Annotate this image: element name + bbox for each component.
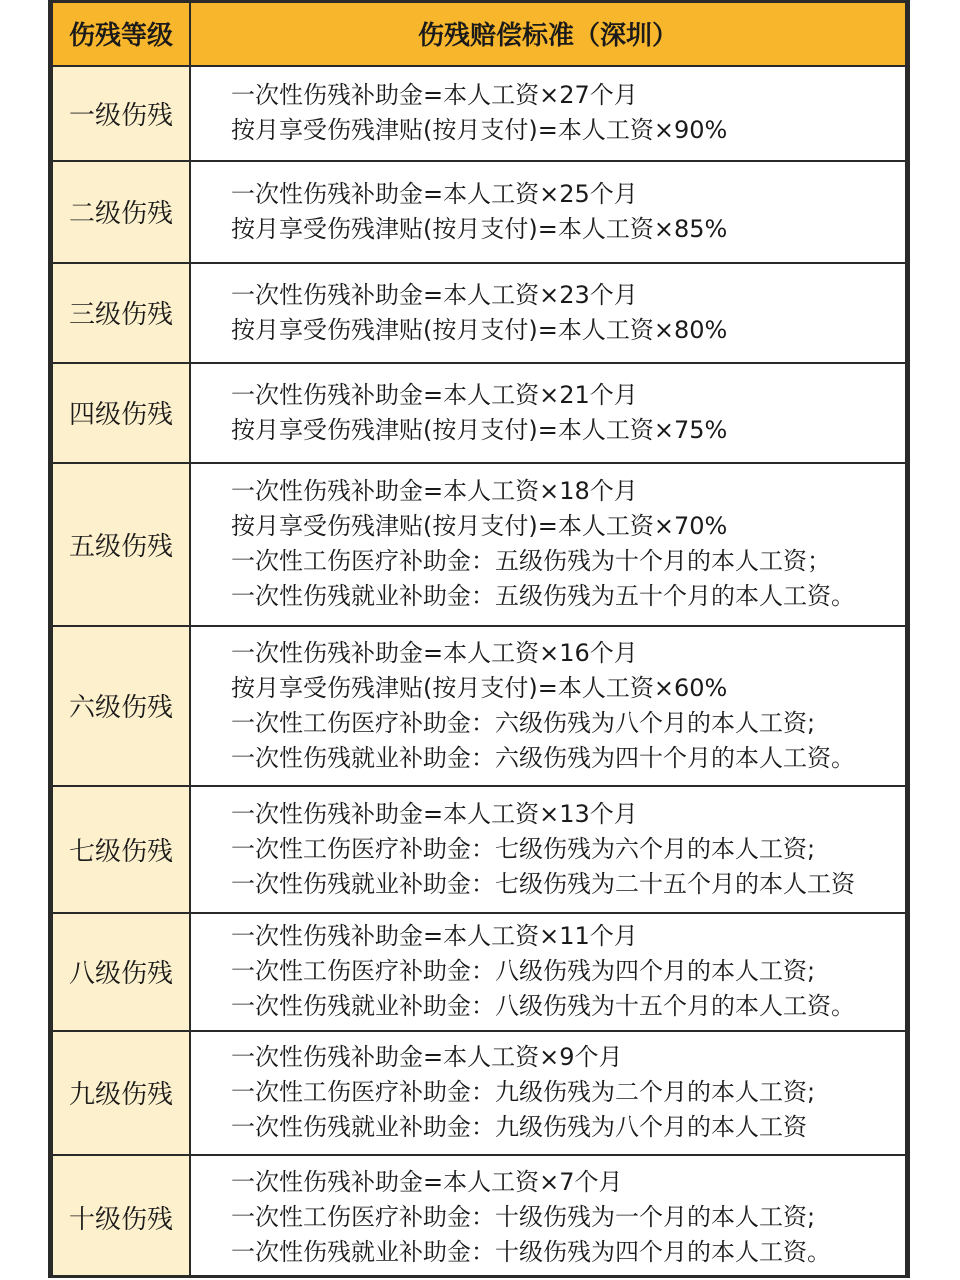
detail-line: 按月享受伤残津贴(按月支付)=本人工资×85% (231, 214, 728, 243)
table-row (52, 263, 906, 363)
table-row (52, 913, 906, 1031)
grade-cell: 二级伤残 (52, 161, 190, 263)
detail-line: 一次性工伤医疗补助金：六级伤残为八个月的本人工资; (231, 708, 816, 737)
table-row (52, 161, 906, 263)
table-row (52, 786, 906, 913)
header-grade: 伤残等级 (52, 2, 190, 66)
detail-cell (190, 263, 906, 363)
table-row (52, 363, 906, 463)
table-header-row (52, 2, 906, 66)
detail-cell (190, 1031, 906, 1155)
detail-line: 一次性伤残补助金=本人工资×11个月 (231, 922, 638, 950)
detail-line: 一次性伤残补助金=本人工资×9个月 (231, 1043, 623, 1071)
compensation-table-grid (51, 0, 907, 1278)
table-row (52, 1031, 906, 1155)
detail-line: 按月享受伤残津贴(按月支付)=本人工资×90% (231, 116, 728, 144)
grade-cell: 五级伤残 (52, 463, 190, 626)
grade-cell: 一级伤残 (52, 66, 190, 161)
table-row (52, 66, 906, 161)
detail-line: 按月享受伤残津贴(按月支付)=本人工资×70% (231, 512, 728, 540)
detail-line: 一次性伤残就业补助金：八级伤残为十五个月的本人工资。 (231, 992, 855, 1020)
detail-cell (190, 913, 906, 1031)
detail-line: 一次性伤残就业补助金：十级伤残为四个月的本人工资。 (231, 1237, 831, 1266)
detail-line: 按月享受伤残津贴(按月支付)=本人工资×60% (231, 673, 728, 702)
table-row (52, 626, 906, 786)
grade-cell: 九级伤残 (52, 1031, 190, 1155)
detail-cell (190, 161, 906, 263)
detail-cell (190, 66, 906, 161)
detail-line: 一次性伤残补助金=本人工资×23个月 (231, 280, 638, 309)
detail-cell (190, 363, 906, 463)
grade-cell: 六级伤残 (52, 626, 190, 786)
detail-line: 一次性伤残补助金=本人工资×25个月 (231, 179, 638, 208)
grade-cell: 三级伤残 (52, 263, 190, 363)
detail-line: 一次性工伤医疗补助金：八级伤残为四个月的本人工资; (231, 957, 816, 985)
header-standard: 伤残赔偿标准（深圳） (190, 2, 906, 66)
detail-cell (190, 786, 906, 913)
detail-line: 一次性工伤医疗补助金：九级伤残为二个月的本人工资; (231, 1078, 816, 1106)
detail-line: 一次性伤残就业补助金：七级伤残为二十五个月的本人工资 (231, 869, 855, 898)
detail-cell (190, 463, 906, 626)
table-row (52, 463, 906, 626)
detail-line: 一次性伤残补助金=本人工资×27个月 (231, 81, 638, 109)
detail-cell (190, 626, 906, 786)
table-row (52, 1155, 906, 1279)
detail-line: 一次性工伤医疗补助金：十级伤残为一个月的本人工资; (231, 1202, 816, 1231)
grade-cell: 七级伤残 (52, 786, 190, 913)
detail-line: 一次性工伤医疗补助金：五级伤残为十个月的本人工资； (231, 547, 831, 575)
detail-cell (190, 1155, 906, 1279)
detail-line: 一次性伤残补助金=本人工资×7个月 (231, 1167, 623, 1196)
compensation-table (48, 0, 910, 1278)
detail-line: 一次性工伤医疗补助金：七级伤残为六个月的本人工资; (231, 834, 816, 863)
grade-cell: 八级伤残 (52, 913, 190, 1031)
detail-line: 一次性伤残就业补助金：五级伤残为五十个月的本人工资。 (231, 582, 855, 610)
detail-line: 一次性伤残补助金=本人工资×13个月 (231, 799, 638, 828)
detail-line: 一次性伤残就业补助金：九级伤残为八个月的本人工资 (231, 1113, 807, 1141)
detail-line: 按月享受伤残津贴(按月支付)=本人工资×80% (231, 315, 728, 344)
detail-line: 一次性伤残补助金=本人工资×21个月 (231, 380, 638, 409)
grade-cell: 四级伤残 (52, 363, 190, 463)
detail-line: 按月享受伤残津贴(按月支付)=本人工资×75% (231, 415, 728, 444)
detail-line: 一次性伤残就业补助金：六级伤残为四十个月的本人工资。 (231, 743, 855, 772)
detail-line: 一次性伤残补助金=本人工资×18个月 (231, 477, 638, 505)
detail-line: 一次性伤残补助金=本人工资×16个月 (231, 638, 638, 667)
grade-cell: 十级伤残 (52, 1155, 190, 1279)
